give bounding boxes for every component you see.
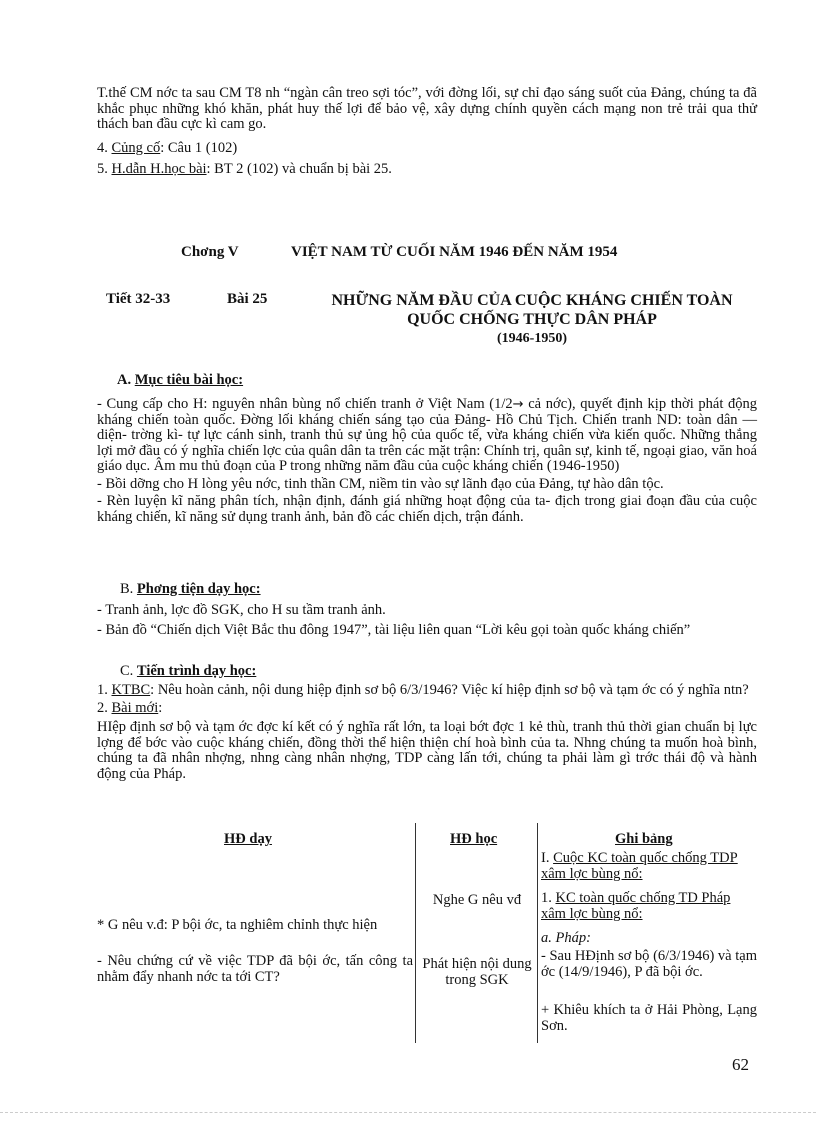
section-b-body: [97, 603, 757, 638]
text-run: 2.: [97, 699, 112, 716]
item-cung-co: [97, 141, 757, 157]
chapter-label: Chơng V: [181, 244, 239, 260]
section-title: Phơng tiện dạy học:: [136, 581, 261, 597]
procedure-intro-paragraph: HIệp định sơ bộ và tạm ớc đợc kí kết có ý nghĩa rất lớn, ta loại bớt đợc 1 kẻ thù, tranh thủ thời gian chuẩn bị lực lợng để bớc vào cuộc kháng chiến, đồng thời thể hiện thiện chí hoà bình của ta. Nhng chúng ta muốn hoà bình, chúng ta đã nhân nhợng, nhng càng nhân nhợng, TDP càng lấn tới, chúng ta phải làm gì trớc thái độ và hành động của Pháp.: [97, 719, 757, 782]
item-text: : Câu 1 (102): [160, 140, 238, 156]
section-title: Mục tiêu bài học:: [134, 372, 244, 388]
procedure-ktbc: [97, 683, 757, 699]
board-heading-2: [541, 891, 757, 922]
item-label: Củng cố: [111, 140, 161, 156]
board-note-1: - Sau HĐịnh sơ bộ (6/3/1946) và tạm ớc (14/9/1946), P đã bội ớc.: [541, 948, 757, 980]
materials-item: - Bản đồ “Chiến dịch Việt Bắc thu đông 1947”, tài liệu liên quan “Lời kêu gọi toàn quốc kháng chiến”: [97, 621, 691, 638]
section-a-body: [97, 397, 757, 527]
lesson-title: [307, 291, 757, 348]
lesson-number: Bài 25: [227, 291, 268, 307]
teacher-activity-2: - Nêu chứng cứ về việc TDP đã bội ớc, tấn công ta nhằm đẩy nhanh nớc ta tới CT?: [97, 953, 413, 985]
header-teacher-activity: HĐ dạy: [224, 831, 272, 847]
intro-paragraph: T.thế CM nớc ta sau CM T8 nh “ngàn cân treo sợi tóc”, với đờng lối, sự chỉ đạo sáng suốt của Đảng, chúng ta đã khắc phục những khó khăn, phát huy thế lợi để bảo vệ, xây dựng chính quyền cách mạng non trẻ trải qua thử thách ban đầu cực kì cam go.: [97, 85, 757, 132]
student-activity-1: Nghe G nêu vđ: [432, 892, 522, 908]
text-run: KTBC: [111, 682, 151, 698]
procedure-new-lesson: [97, 701, 757, 717]
intro-block: [97, 86, 757, 133]
text-run: 1.: [541, 890, 556, 906]
lesson-years: (1946-1950): [497, 331, 567, 346]
text-run: : Nêu hoàn cảnh, nội dung hiệp định sơ bộ 6/3/1946? Việc kí hiệp định sơ bộ và tạm ớc có ý nghĩa ntn?: [150, 682, 749, 698]
text-run: cả nớc), quyết định kịp thời phát động kháng chiến toàn quốc. Đờng lối kháng chiến sáng tạo của Đảng- Hồ Chủ Tịch. Chiến tranh ND: toàn dân — diện- trờng kì- tự lực cánh sinh, tranh thủ sự ủng hộ của quốc tế, vừa kháng chiến vừa kiến quốc. Những thắng lợi mở đầu có ý nghĩa chiến lợc của quân dân ta trên các mặt trận: Chính trị, quân sự, kinh tế, ngoại giao, văn hoá giáo dục. Âm mu thủ đoạn của P trong những năm đầu của cuộc kháng chiến (1946-1950): [97, 396, 758, 474]
item-label: H.dẫn H.học bài: [111, 161, 207, 177]
section-a-heading: [117, 373, 243, 389]
text-run: :: [158, 699, 163, 716]
section-c-body: [97, 683, 757, 782]
section-prefix: A.: [117, 372, 135, 388]
objective-attitude: - Bồi dỡng cho H lòng yêu nớc, tinh thần CM, niềm tin vào sự lãnh đạo của Đảng, tự hào dân tộc.: [97, 475, 664, 492]
header-student-activity: HĐ học: [450, 831, 498, 847]
section-c-heading: [120, 664, 256, 680]
section-title: Tiến trình dạy học:: [136, 663, 257, 679]
text-run: I.: [541, 850, 554, 866]
board-subheading: a. Pháp:: [541, 930, 591, 946]
section-b-heading: [120, 582, 261, 598]
column-divider: [415, 823, 416, 1043]
lesson-title-line2: QUỐC CHỐNG THỰC DÂN PHÁP: [407, 311, 657, 328]
lesson-title-line1: NHỮNG NĂM ĐẦU CỦA CUỘC KHÁNG CHIẾN TOÀN: [331, 292, 733, 309]
text-run: - Cung cấp cho H: nguyên nhân bùng nổ chiến tranh ở Việt Nam (1/2: [97, 396, 513, 412]
page-number: 62: [732, 1055, 749, 1074]
text-run: KC toàn quốc chống TD Pháp xâm lợc bùng nổ:: [541, 890, 731, 922]
header-board-notes: Ghi bảng: [615, 831, 673, 847]
item-huong-dan: [97, 162, 757, 178]
board-heading-1: [541, 851, 757, 882]
materials-item: - Tranh ảnh, lợc đồ SGK, cho H su tầm tranh ảnh.: [97, 602, 386, 618]
objective-skills: - Rèn luyện kĩ năng phân tích, nhận định, đánh giá những hoạt động của ta- địch trong giai đoạn đầu của cuộc kháng chiến, kĩ năng sử dụng tranh ảnh, bản đồ các chiến dịch, trận đánh.: [97, 493, 757, 525]
item-number: 4.: [97, 140, 108, 156]
student-activity-2: Phát hiện nội dung trong SGK: [422, 956, 532, 988]
text-run: 1.: [97, 682, 112, 698]
text-run: Bài mới: [111, 699, 159, 716]
lesson-period: Tiết 32-33: [106, 291, 171, 307]
objective-knowledge: [97, 397, 757, 475]
item-text: : BT 2 (102) và chuẩn bị bài 25.: [206, 161, 392, 177]
column-divider: [537, 823, 538, 1043]
lesson-table: [97, 823, 757, 1043]
teacher-activity-1: * G nêu v.đ: P bội ớc, ta nghiêm chỉnh thực hiện: [97, 917, 378, 933]
text-run: Cuộc KC toàn quốc chống TDP xâm lợc bùng nổ:: [541, 850, 738, 882]
board-note-2: + Khiêu khích ta ở Hải Phòng, Lạng Sơn.: [541, 1002, 757, 1034]
section-prefix: B.: [120, 581, 137, 597]
chapter-title: VIỆT NAM TỪ CUỐI NĂM 1946 ĐẾN NĂM 1954: [291, 244, 618, 260]
section-prefix: C.: [120, 663, 137, 679]
item-number: 5.: [97, 161, 108, 177]
arrow-icon: →: [512, 397, 524, 412]
page-bottom-divider: [0, 1112, 816, 1113]
